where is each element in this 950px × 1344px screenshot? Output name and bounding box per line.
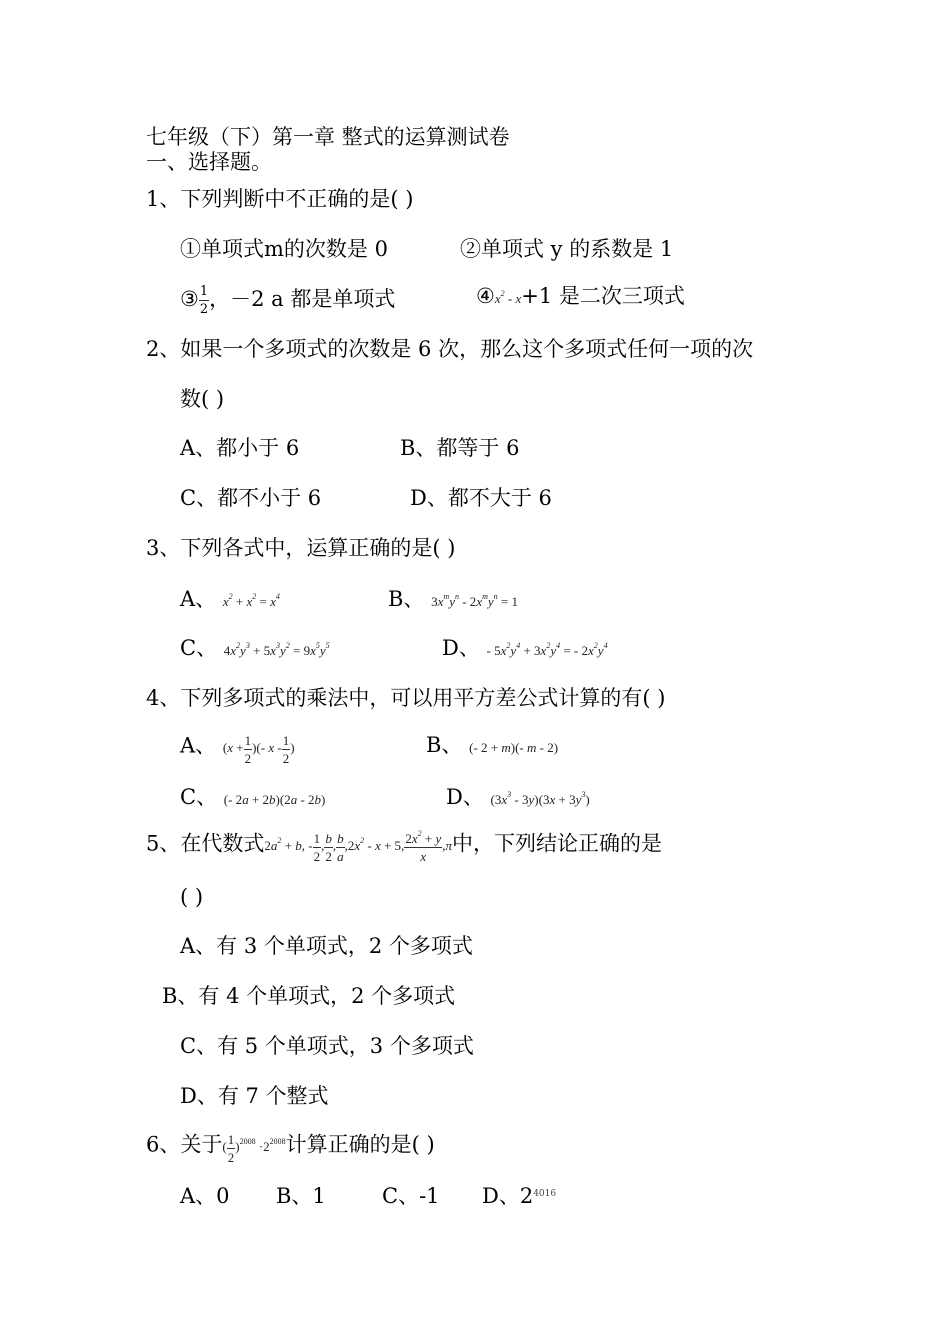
q5-stem-start: 5、在代数式 (146, 831, 265, 856)
q3-option-c (180, 635, 330, 664)
q3-option-a-math: $x^2 + x^2 = x^4$ (222, 592, 280, 609)
q1-option-1: ①单项式m的次数是 0 (180, 237, 388, 261)
q6-option-d-base: D、2 (482, 1184, 534, 1208)
question-5-stem-cont: ( ) (180, 885, 204, 909)
option-label: B、 (388, 587, 425, 611)
q1-option-2: ②单项式 y 的系数是 1 (460, 237, 674, 261)
q4-option-a-math: (x + $\frac{1}{2}$ )(- x - $\frac{1}{2}$ ) (222, 733, 295, 766)
q5-stem-end: 中，下列结论正确的是 (451, 831, 662, 856)
question-2-stem-cont: 数( ) (180, 387, 225, 411)
q6-option-d (482, 1183, 556, 1209)
question-3-stem: 3、下列各式中，运算正确的是( ) (146, 536, 456, 560)
q4-option-c (180, 784, 325, 813)
q5-option-c: C、有 5 个单项式，3 个多项式 (180, 1034, 474, 1058)
q1-option-4-math: $x^2$ - x (494, 289, 522, 306)
q2-option-b: B、都等于 6 (400, 436, 520, 460)
q1-option-4-text: +1 是二次三项式 (521, 284, 685, 308)
q6-option-c: C、-1 (382, 1184, 440, 1208)
q1-option-4 (476, 283, 685, 312)
question-4-stem: 4、下列多项式的乘法中，可以用平方差公式计算的有( ) (146, 686, 666, 710)
q1-option-3-marker: ③ (180, 287, 199, 311)
q4-option-a (180, 732, 295, 767)
q2-option-d: D、都不大于 6 (410, 486, 552, 510)
q3-option-a (180, 586, 280, 615)
question-6-stem (146, 1131, 435, 1166)
q3-option-b-math: $3x^my^n - 2x^my^n = 1$ (431, 592, 518, 609)
option-label: C、 (180, 636, 218, 660)
question-2-stem: 2、如果一个多项式的次数是 6 次，那么这个多项式任何一项的次 (146, 337, 754, 361)
q1-option-4-marker: ④ (476, 284, 495, 308)
q6-stem-start: 6、关于 (146, 1132, 223, 1157)
q6-option-a: A、0 (180, 1184, 230, 1208)
q5-option-a: A、有 3 个单项式，2 个多项式 (180, 934, 473, 958)
fraction-numerator: 1 (199, 284, 209, 299)
section-heading: 一、选择题。 (146, 150, 272, 174)
option-label: C、 (180, 785, 218, 809)
option-label: A、 (180, 733, 217, 758)
fraction-denominator: 2 (199, 302, 209, 317)
q4-option-d (446, 784, 590, 813)
q3-option-b (388, 586, 518, 615)
option-label: B、 (426, 733, 463, 757)
q1-option-3-text: ，－2 a 都是单项式 (209, 287, 396, 311)
q6-option-d-exponent: 4016 (533, 1189, 557, 1199)
q6-option-b: B、1 (276, 1184, 326, 1208)
q1-option-3 (180, 283, 395, 318)
q5-option-d: D、有 7 个整式 (180, 1084, 329, 1108)
option-label: D、 (446, 785, 484, 809)
q5-option-b: B、有 4 个单项式，2 个多项式 (162, 984, 456, 1008)
page-title: 七年级（下）第一章 整式的运算测试卷 (146, 125, 510, 149)
q3-option-d-math: - $5x^2y^4 + 3x^2y^4$ = - $2x^2y^4$ (486, 641, 608, 658)
q4-option-d-math: $(3x^3 - 3y)(3x + 3y^3)$ (490, 790, 590, 807)
q6-stem-end: 计算正确的是( ) (285, 1132, 435, 1157)
q3-option-c-math: $4x^2y^3 + 5x^3y^2 = 9x^5y^5$ (223, 641, 330, 658)
option-label: D、 (442, 636, 480, 660)
q5-expression-list: $2a^2 + b$, - $\frac{1}{2}$ , $\frac{b}{2}$ , $\frac{b}{a}$ $,2x^2 - x + 5$, $\frac{2x^2 + y}{x}$ ,π (264, 829, 452, 864)
question-5-stem (146, 830, 662, 865)
question-1-stem: 1、下列判断中不正确的是( ) (146, 187, 414, 211)
q4-option-b (426, 732, 558, 761)
q2-option-c: C、都不小于 6 (180, 486, 322, 510)
option-label: A、 (180, 587, 217, 611)
q3-option-d (442, 635, 608, 664)
q4-option-c-math: (- 2a + 2b)(2a - 2b) (223, 792, 326, 807)
q4-option-b-math: (- 2 + m)(- m - 2) (469, 740, 559, 755)
q2-option-a: A、都小于 6 (180, 436, 300, 460)
q6-expression: ( $\frac{1}{2}$ )$^{2008} \cdot 2^{2008}$ (222, 1132, 286, 1165)
fraction-one-half (199, 283, 209, 318)
